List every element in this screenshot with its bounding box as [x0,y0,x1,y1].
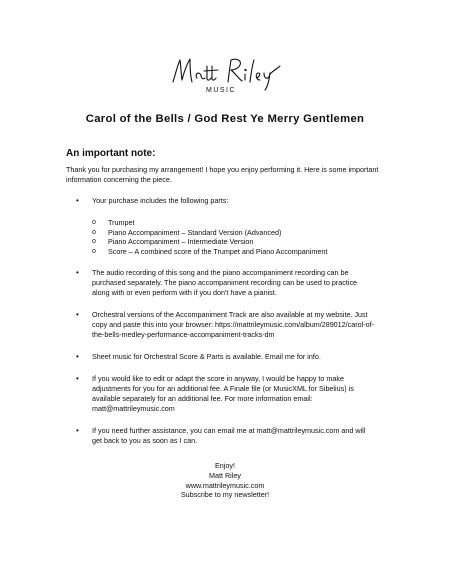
closing-enjoy: Enjoy! [215,461,235,470]
page-title: Carol of the Bells / God Rest Ye Merry Gentlemen [85,113,365,125]
section-heading: An important note: [66,148,156,159]
bullet-item-assistance [76,426,376,446]
bullet-item-orchestral-tracks [76,310,376,340]
signature-logo-icon [170,52,282,92]
info-bullet-list [76,196,376,458]
bullet-item-sheet-music [76,352,376,362]
closing-author: Matt Riley [209,470,241,480]
sub-item: o Piano Accompaniment – Standard Version (Advanced) [92,228,376,238]
closing-newsletter: Subscribe to my newsletter! [180,490,270,500]
bullet-item-parts [76,196,376,256]
sub-item: o Trumpet [92,218,376,228]
bullet-item-edit-score [76,374,376,414]
bullet-item-audio [76,268,376,298]
bullet-text: The audio recording of this song and the piano accompaniment recording can be purchased separately. The piano accompaniment recording can be used to practice along with or even perform with if you don't have a pianist. [92,268,358,298]
bullet-text: Your purchase includes the following parts: [92,196,229,205]
bullet-text: Orchestral versions of the Accompaniment Track are also available at my website. Just copy and paste this into your browser: https://mattrileymusic.com/album/289012/carol-of-the-bells-medley-performance-accompaniment-tracks-dm [92,310,375,340]
logo-subtitle: MUSIC [206,87,237,94]
bullet-text: Sheet music for Orchestral Score & Parts is available. Email me for info. [92,352,321,362]
bullet-text: If you would like to edit or adapt the score in anyway, I would be happy to make adjustments for you for an additional fee. A Finale file (or MusicXML for Sibelius) is available separately for an additional fee. For more information email: matt@mattrileymusic.com [92,374,354,414]
bullet-text: If you need further assistance, you can email me at matt@mattrileymusic.com and will get back to you as soon as I can. [92,426,366,446]
closing-block [0,461,450,500]
sub-item: o Score – A combined score of the Trumpet and Piano Accompaniment [92,247,376,257]
closing-website: www.mattrileymusic.com [185,480,265,490]
parts-sublist [92,218,376,256]
sub-item: o Piano Accompaniment – Intermediate Version [92,237,376,247]
intro-paragraph: Thank you for purchasing my arrangement! I hope you enjoy performing it. Here is some important information concerning the piece. [66,165,379,184]
